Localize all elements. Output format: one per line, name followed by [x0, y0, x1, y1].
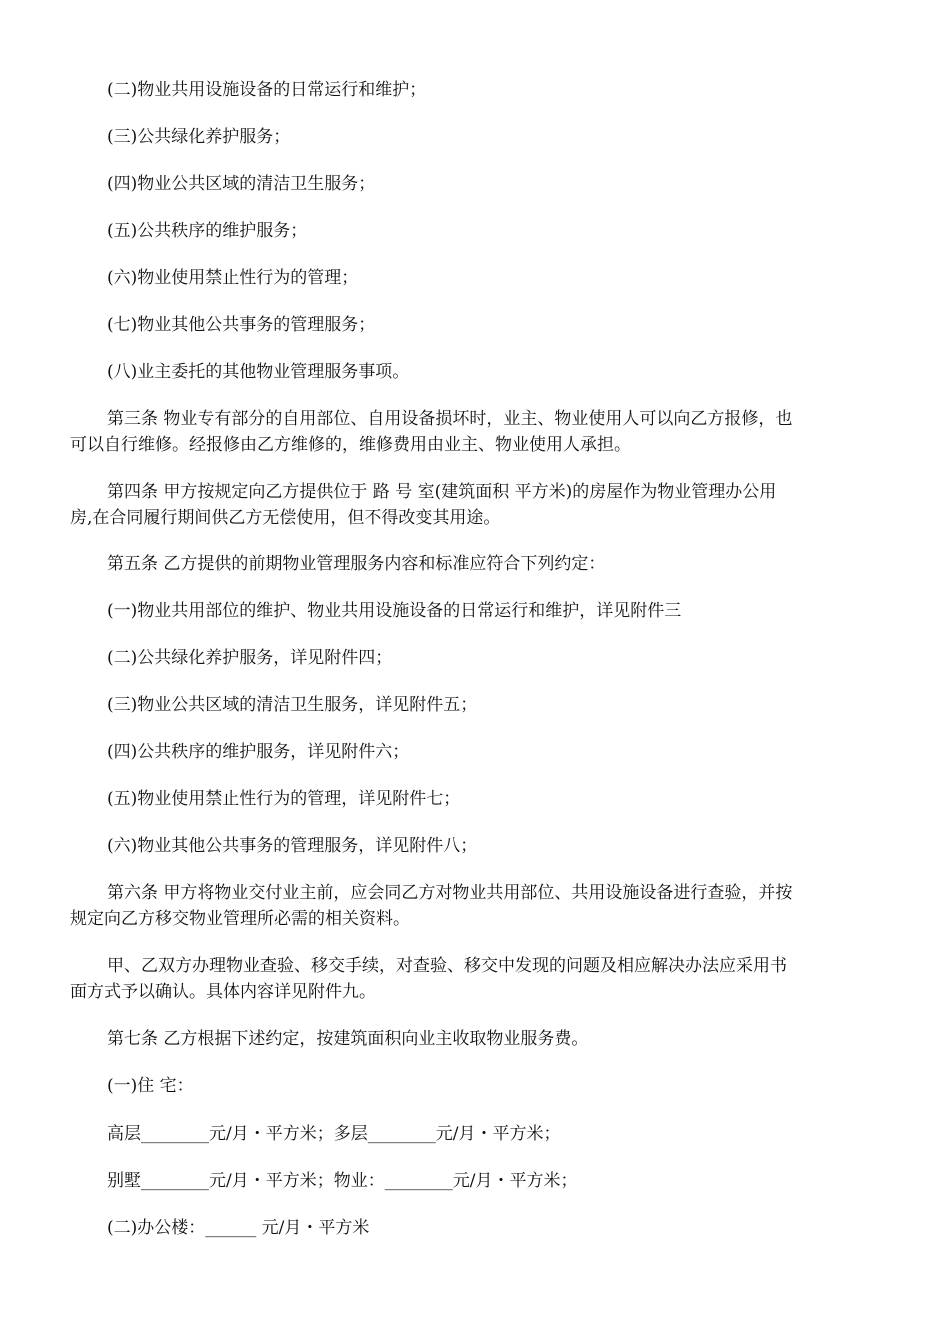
paragraph-residential: (一)住 宅：	[107, 1076, 194, 1096]
article-4-line-1: 第四条 甲方按规定向乙方提供位于 路 号 室(建筑面积 平方米)的房屋作为物业管理办公用	[107, 482, 777, 502]
paragraph-item-2-4: (四)物业公共区域的清洁卫生服务；	[107, 174, 376, 194]
article-3	[70, 406, 882, 458]
article-6-handover	[70, 953, 882, 1005]
article-4	[70, 479, 882, 531]
paragraph-item-5-5: (五)物业使用禁止性行为的管理，详见附件七；	[107, 789, 461, 809]
article-6-handover-line-1: 甲、乙双方办理物业查验、移交手续，对查验、移交中发现的问题及相应解决办法应采用书	[107, 956, 787, 976]
paragraph-item-5-2: (二)公共绿化养护服务，详见附件四；	[107, 648, 393, 668]
article-6-handover-line-2: 面方式予以确认。具体内容详见附件九。	[70, 982, 376, 1002]
article-6	[70, 880, 882, 932]
paragraph-fee-highrise: 高层________元/月・平方米；多层________元/月・平方米；	[107, 1124, 561, 1144]
paragraph-item-2-5: (五)公共秩序的维护服务；	[107, 221, 308, 241]
article-4-line-2: 房,在合同履行期间供乙方无偿使用，但不得改变其用途。	[70, 508, 501, 528]
paragraph-item-2-2: (二)物业共用设施设备的日常运行和维护；	[107, 80, 427, 100]
article-3-line-2: 可以自行维修。经报修由乙方维修的，维修费用由业主、物业使用人承担。	[70, 435, 631, 455]
paragraph-fee-villa: 别墅________元/月・平方米；物业：________元/月・平方米；	[107, 1171, 578, 1191]
article-7: 第七条 乙方根据下述约定，按建筑面积向业主收取物业服务费。	[107, 1029, 589, 1049]
article-6-line-1: 第六条 甲方将物业交付业主前，应会同乙方对物业共用部位、共用设施设备进行查验，并按	[107, 883, 793, 903]
paragraph-item-5-6: (六)物业其他公共事务的管理服务，详见附件八；	[107, 836, 478, 856]
paragraph-item-2-3: (三)公共绿化养护服务；	[107, 127, 291, 147]
paragraph-fee-office: (二)办公楼：______ 元/月・平方米	[107, 1218, 370, 1238]
article-5: 第五条 乙方提供的前期物业管理服务内容和标准应符合下列约定：	[107, 554, 606, 574]
article-6-line-2: 规定向乙方移交物业管理所必需的相关资料。	[70, 909, 410, 929]
paragraph-item-2-8: (八)业主委托的其他物业管理服务事项。	[107, 362, 410, 382]
paragraph-item-2-7: (七)物业其他公共事务的管理服务；	[107, 315, 376, 335]
paragraph-item-5-1: (一)物业共用部位的维护、物业共用设施设备的日常运行和维护，详见附件三	[107, 601, 682, 621]
paragraph-item-5-4: (四)公共秩序的维护服务，详见附件六；	[107, 742, 410, 762]
article-3-line-1: 第三条 物业专有部分的自用部位、自用设备损坏时，业主、物业使用人可以向乙方报修，也	[107, 409, 793, 429]
paragraph-item-5-3: (三)物业公共区域的清洁卫生服务，详见附件五；	[107, 695, 478, 715]
paragraph-item-2-6: (六)物业使用禁止性行为的管理；	[107, 268, 359, 288]
